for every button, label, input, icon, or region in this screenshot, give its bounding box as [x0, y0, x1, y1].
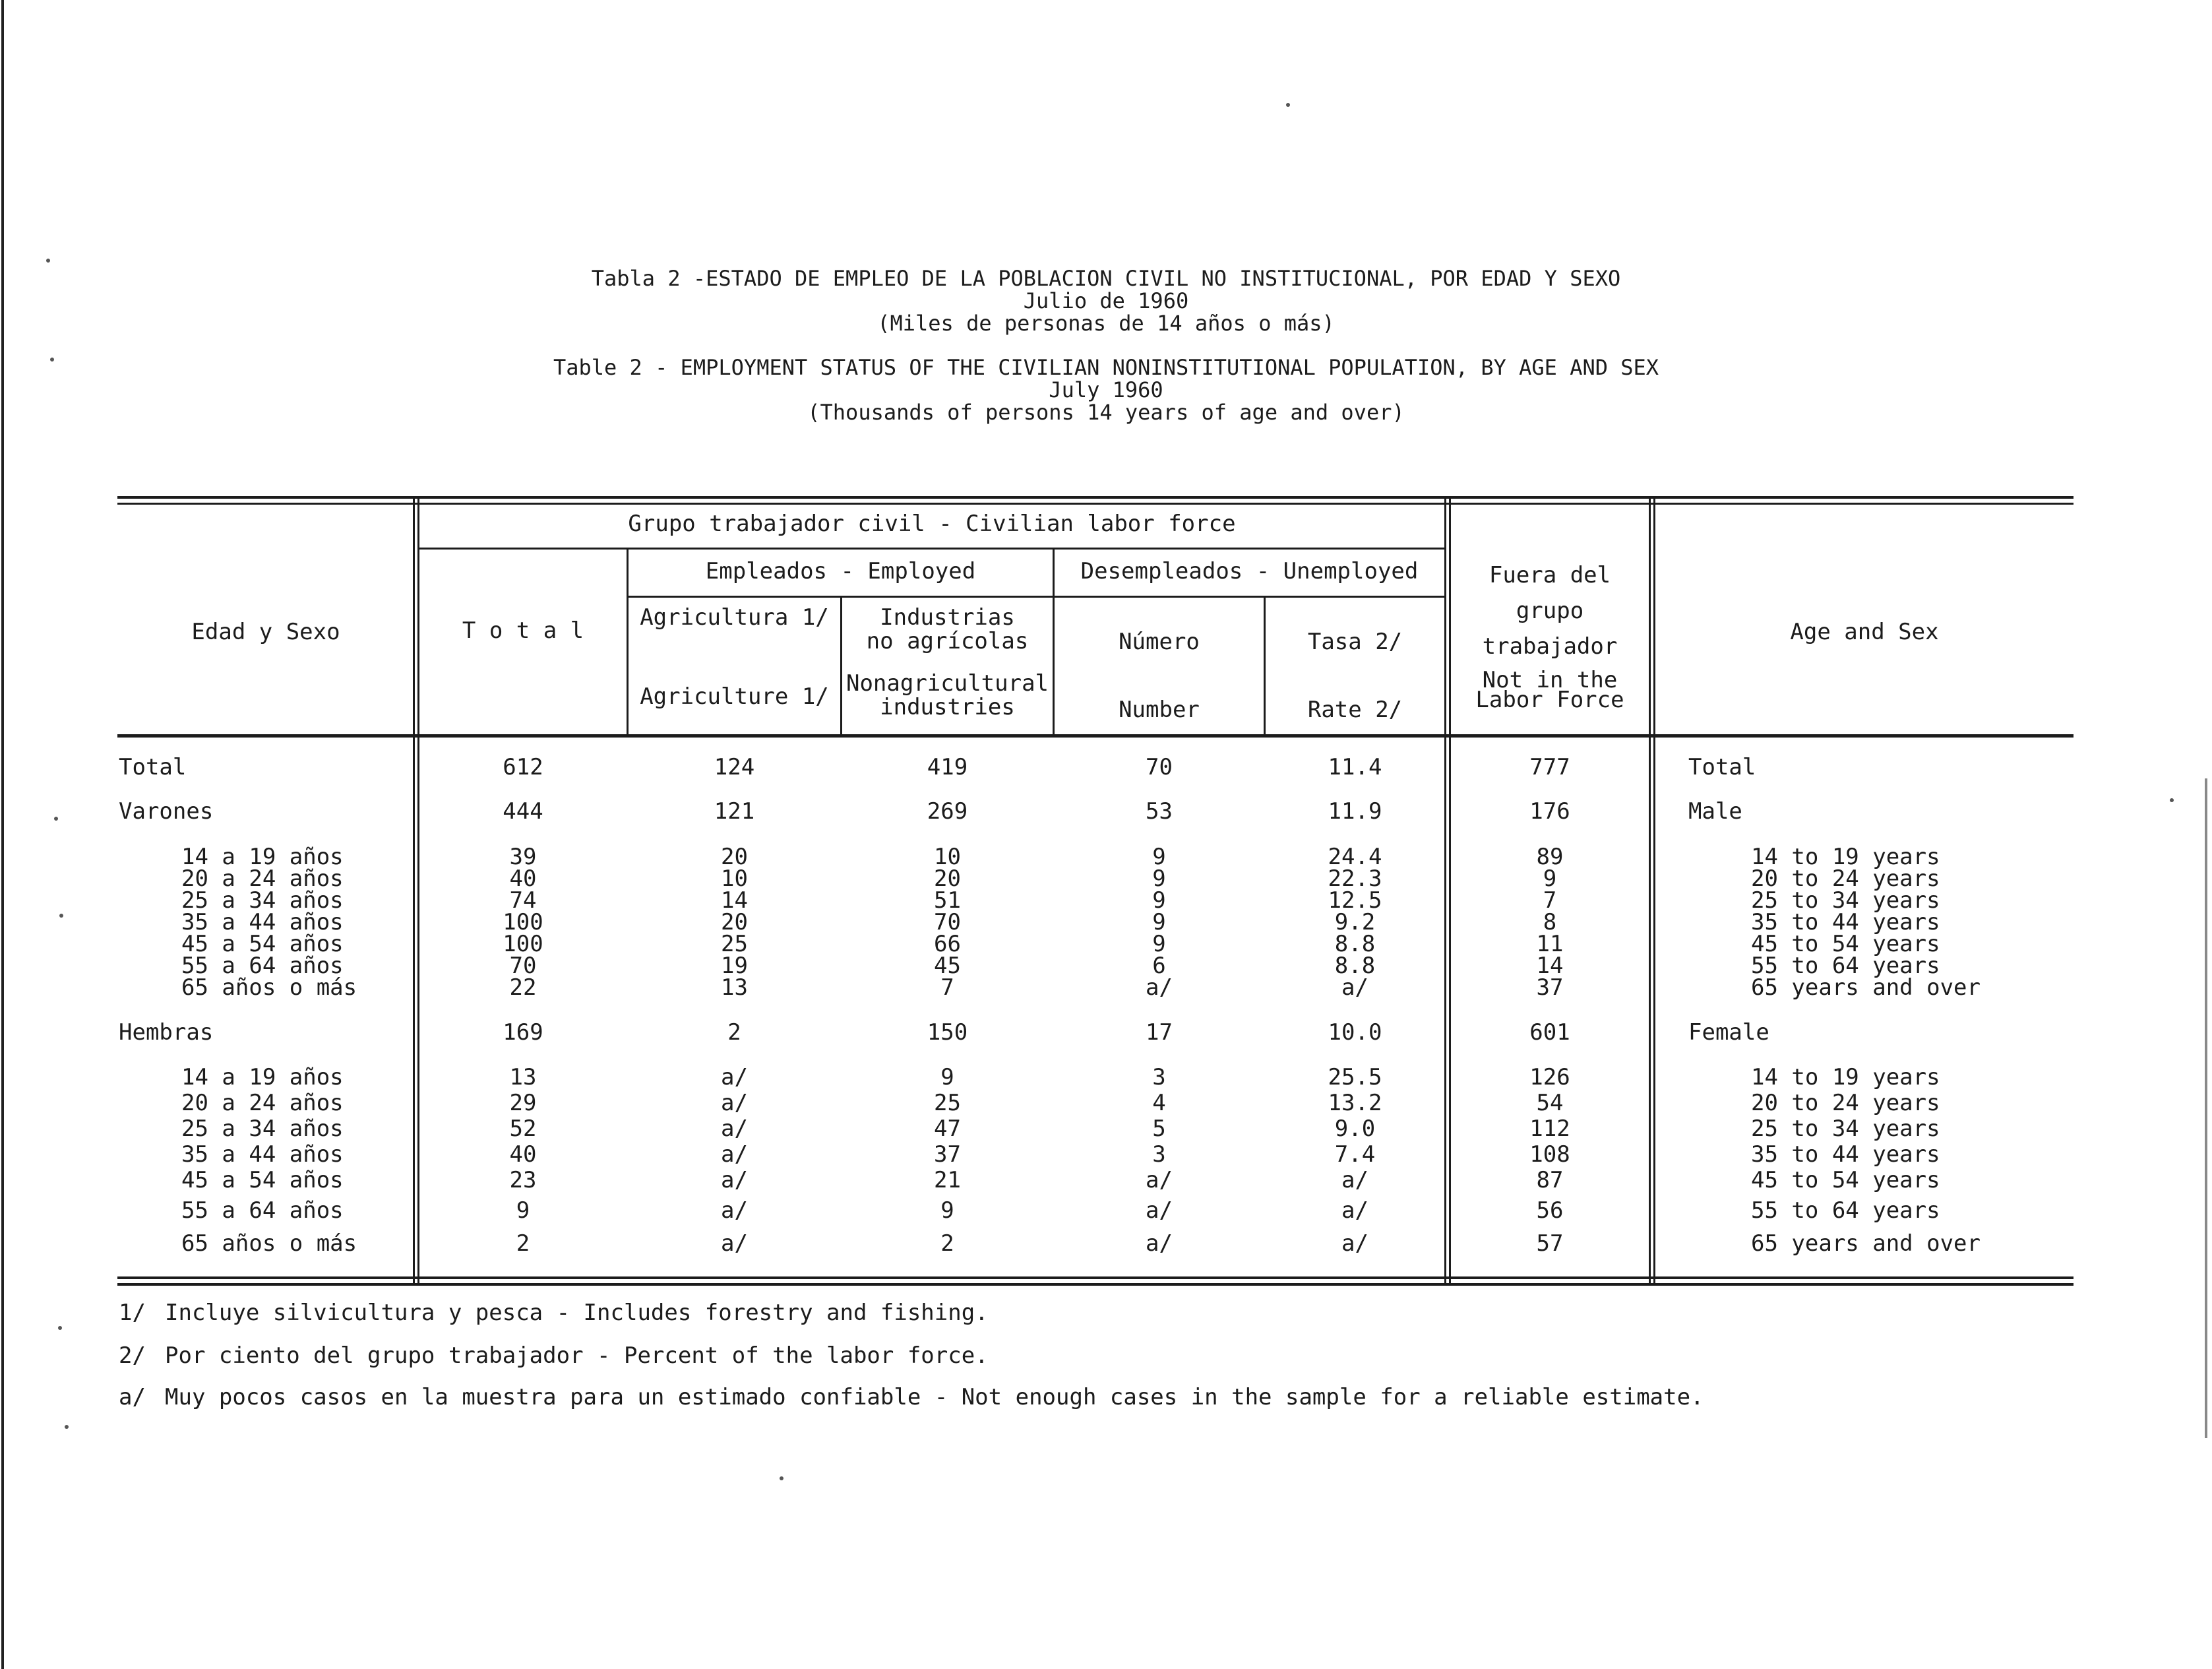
cell-unemployment-rate: 12.5	[1328, 887, 1382, 914]
cell-not-in-labor-force: 11	[1536, 931, 1564, 957]
table-top-rule-2	[117, 503, 2074, 505]
cell-agriculture: a/	[721, 1090, 748, 1116]
cell-not-in-labor-force: 176	[1529, 798, 1570, 825]
cell-total: 13	[509, 1064, 537, 1090]
cell-total: 169	[503, 1019, 543, 1046]
header-bottom-rule	[117, 734, 2074, 738]
cell-agriculture: 121	[714, 798, 755, 825]
cell-not-in-labor-force: 7	[1543, 887, 1557, 914]
cell-nonagricultural: 9	[940, 1064, 954, 1090]
cell-nonagricultural: 419	[927, 754, 968, 780]
cell-not-in-labor-force: 108	[1529, 1141, 1570, 1168]
cell-not-in-labor-force: 37	[1536, 974, 1564, 1001]
header-fuera: Fuera del grupo trabajador	[1482, 562, 1618, 660]
row-label-es: 25 a 34 años	[181, 1116, 344, 1142]
cell-unemployment-rate: 25.5	[1328, 1064, 1382, 1090]
row-label-en: Female	[1688, 1019, 1769, 1046]
cell-unemployment-rate: 24.4	[1328, 844, 1382, 870]
cell-agriculture: 124	[714, 754, 755, 780]
cell-nonagricultural: 150	[927, 1019, 968, 1046]
row-label-en: Total	[1688, 754, 1756, 780]
cell-total: 74	[509, 887, 537, 914]
row-label-en: 65 years and over	[1751, 974, 1981, 1001]
cell-unemployment-rate: a/	[1341, 974, 1368, 1001]
row-label-es: Total	[119, 754, 187, 780]
cell-nonagricultural: 51	[934, 887, 961, 914]
cell-not-in-labor-force: 8	[1543, 909, 1557, 935]
cell-unemployment-rate: 11.4	[1328, 754, 1382, 780]
row-label-en: 20 to 24 years	[1751, 1090, 1940, 1116]
title-en-line2: July 1960	[1049, 377, 1163, 402]
row-label-es: 45 a 54 años	[181, 1167, 344, 1193]
cell-agriculture: a/	[721, 1064, 748, 1090]
cell-unemployment-rate: 11.9	[1328, 798, 1382, 825]
cell-unemployment-rate: 13.2	[1328, 1090, 1382, 1116]
footnote-text: Por ciento del grupo trabajador - Percent of the labor force.	[165, 1342, 989, 1369]
cell-not-in-labor-force: 57	[1536, 1230, 1564, 1257]
row-label-en: 45 to 54 years	[1751, 931, 1940, 957]
row-label-es: 20 a 24 años	[181, 866, 344, 892]
cell-unemployed-number: 3	[1152, 1064, 1166, 1090]
cell-not-in-labor-force: 112	[1529, 1116, 1570, 1142]
cell-total: 23	[509, 1167, 537, 1193]
cell-nonagricultural: 37	[934, 1141, 961, 1168]
cell-total: 40	[509, 1141, 537, 1168]
cell-agriculture: a/	[721, 1141, 748, 1168]
header-agri-en: Agriculture 1/	[640, 683, 829, 710]
table-top-rule	[117, 496, 2074, 499]
scan-speck	[1286, 103, 1290, 107]
cell-agriculture: a/	[721, 1167, 748, 1193]
title-en-line3: (Thousands of persons 14 years of age and over)	[807, 400, 1405, 425]
cell-nonagricultural: 269	[927, 798, 968, 825]
cell-agriculture: a/	[721, 1197, 748, 1224]
cell-unemployment-rate: 9.0	[1334, 1116, 1376, 1142]
cell-agriculture: 13	[721, 974, 748, 1001]
cell-agriculture: 14	[721, 887, 748, 914]
cell-nonagricultural: 9	[940, 1197, 954, 1224]
header-not-in: Not in the Labor Force	[1475, 667, 1624, 713]
title-en-line1: Table 2 - EMPLOYMENT STATUS OF THE CIVILIAN NONINSTITUTIONAL POPULATION, BY AGE AND SEX	[553, 355, 1659, 380]
row-label-es: 55 a 64 años	[181, 953, 344, 979]
cell-not-in-labor-force: 777	[1529, 754, 1570, 780]
cell-total: 444	[503, 798, 543, 825]
cell-unemployment-rate: 8.8	[1334, 931, 1376, 957]
cell-unemployed-number: 53	[1146, 798, 1173, 825]
cell-total: 612	[503, 754, 543, 780]
scan-speck	[2170, 798, 2174, 802]
cell-nonagricultural: 47	[934, 1116, 961, 1142]
cell-agriculture: 25	[721, 931, 748, 957]
cell-nonagricultural: 21	[934, 1167, 961, 1193]
footnote-text: Muy pocos casos en la muestra para un estimado confiable - Not enough cases in the sample for a reliable estimate.	[165, 1384, 1704, 1410]
cell-total: 70	[509, 953, 537, 979]
scan-speck	[46, 259, 50, 263]
header-rate: Rate 2/	[1307, 697, 1403, 723]
cell-unemployed-number: 9	[1152, 931, 1166, 957]
cell-total: 100	[503, 909, 543, 935]
header-nonagri-en: Nonagricultural industries	[845, 670, 1049, 720]
cell-unemployed-number: 9	[1152, 844, 1166, 870]
cell-not-in-labor-force: 126	[1529, 1064, 1570, 1090]
row-label-en: 14 to 19 years	[1751, 844, 1940, 870]
col-divider-rate	[1444, 496, 1451, 1286]
title-es-line1: Tabla 2 -ESTADO DE EMPLEO DE LA POBLACION CIVIL NO INSTITUCIONAL, POR EDAD Y SEXO	[591, 266, 1621, 291]
cell-nonagricultural: 20	[934, 866, 961, 892]
row-label-en: 14 to 19 years	[1751, 1064, 1940, 1090]
col-divider-nilf	[1649, 496, 1655, 1286]
header-tasa: Tasa 2/	[1307, 629, 1403, 655]
page-edge-right	[2205, 778, 2207, 1438]
row-label-es: 35 a 44 años	[181, 1141, 344, 1168]
row-label-en: 45 to 54 years	[1751, 1167, 1940, 1193]
row-label-en: 65 years and over	[1751, 1230, 1981, 1257]
cell-agriculture: 20	[721, 844, 748, 870]
title-english	[0, 356, 2212, 424]
cell-total: 22	[509, 974, 537, 1001]
labor-force-rule	[419, 548, 1444, 550]
cell-agriculture: 20	[721, 909, 748, 935]
cell-nonagricultural: 10	[934, 844, 961, 870]
cell-agriculture: a/	[721, 1230, 748, 1257]
cell-total: 29	[509, 1090, 537, 1116]
cell-total: 40	[509, 866, 537, 892]
footnote-mark: 1/	[119, 1300, 146, 1326]
header-total: T o t a l	[462, 617, 584, 644]
scan-speck	[50, 358, 54, 362]
row-label-en: 20 to 24 years	[1751, 866, 1940, 892]
cell-unemployed-number: 5	[1152, 1116, 1166, 1142]
cell-unemployed-number: 6	[1152, 953, 1166, 979]
cell-agriculture: 10	[721, 866, 748, 892]
scan-speck	[59, 914, 63, 918]
cell-unemployed-number: 9	[1152, 887, 1166, 914]
cell-unemployment-rate: a/	[1341, 1230, 1368, 1257]
cell-not-in-labor-force: 56	[1536, 1197, 1564, 1224]
cell-not-in-labor-force: 54	[1536, 1090, 1564, 1116]
cell-nonagricultural: 25	[934, 1090, 961, 1116]
footnote-text: Incluye silvicultura y pesca - Includes forestry and fishing.	[165, 1300, 989, 1326]
cell-unemployment-rate: 7.4	[1334, 1141, 1376, 1168]
header-employed: Empleados - Employed	[705, 558, 976, 584]
header-age-sex: Age and Sex	[1790, 619, 1939, 645]
row-label-es: 45 a 54 años	[181, 931, 344, 957]
cell-not-in-labor-force: 89	[1536, 844, 1564, 870]
cell-not-in-labor-force: 14	[1536, 953, 1564, 979]
header-unemployed: Desempleados - Unemployed	[1080, 558, 1419, 584]
cell-unemployment-rate: 8.8	[1334, 953, 1376, 979]
scan-speck	[54, 817, 58, 821]
row-label-es: Varones	[119, 798, 214, 825]
cell-total: 52	[509, 1116, 537, 1142]
row-label-es: 14 a 19 años	[181, 844, 344, 870]
row-label-en: 55 to 64 years	[1751, 1197, 1940, 1224]
cell-total: 9	[516, 1197, 530, 1224]
cell-unemployed-number: a/	[1146, 1197, 1173, 1224]
row-label-es: 65 años o más	[181, 1230, 357, 1257]
row-label-es: 55 a 64 años	[181, 1197, 344, 1224]
cell-unemployment-rate: 22.3	[1328, 866, 1382, 892]
employed-rule	[627, 596, 1444, 598]
row-label-en: 35 to 44 years	[1751, 909, 1940, 935]
row-label-es: 35 a 44 años	[181, 909, 344, 935]
header-numero: Número	[1119, 629, 1200, 655]
page-edge-left	[1, 0, 4, 1669]
footnote	[119, 1300, 989, 1326]
cell-nonagricultural: 45	[934, 953, 961, 979]
footnote-mark: a/	[119, 1384, 146, 1410]
row-label-en: 35 to 44 years	[1751, 1141, 1940, 1168]
cell-unemployed-number: 9	[1152, 866, 1166, 892]
cell-unemployment-rate: 10.0	[1328, 1019, 1382, 1046]
header-labor-force: Grupo trabajador civil - Civilian labor force	[628, 511, 1236, 537]
scan-speck	[65, 1425, 69, 1429]
cell-unemployment-rate: a/	[1341, 1197, 1368, 1224]
footnote	[119, 1384, 1704, 1410]
cell-nonagricultural: 66	[934, 931, 961, 957]
cell-agriculture: 2	[727, 1019, 741, 1046]
cell-unemployed-number: 9	[1152, 909, 1166, 935]
cell-unemployed-number: a/	[1146, 1167, 1173, 1193]
row-label-es: 65 años o más	[181, 974, 357, 1001]
cell-agriculture: a/	[721, 1116, 748, 1142]
cell-unemployment-rate: 9.2	[1334, 909, 1376, 935]
cell-unemployed-number: 4	[1152, 1090, 1166, 1116]
row-label-en: 25 to 34 years	[1751, 1116, 1940, 1142]
cell-total: 39	[509, 844, 537, 870]
scan-speck	[58, 1326, 62, 1330]
header-edad-sexo: Edad y Sexo	[191, 619, 340, 645]
header-number: Number	[1119, 697, 1200, 723]
row-label-es: 25 a 34 años	[181, 887, 344, 914]
header-nonagri-es: Industrias no agrícolas	[866, 604, 1029, 654]
row-label-en: 55 to 64 years	[1751, 953, 1940, 979]
cell-unemployed-number: 17	[1146, 1019, 1173, 1046]
cell-unemployed-number: 70	[1146, 754, 1173, 780]
table-bottom-rule	[117, 1276, 2074, 1279]
row-label-es: 14 a 19 años	[181, 1064, 344, 1090]
cell-not-in-labor-force: 87	[1536, 1167, 1564, 1193]
title-es-line2: Julio de 1960	[1023, 288, 1189, 313]
cell-not-in-labor-force: 9	[1543, 866, 1557, 892]
cell-nonagricultural: 2	[940, 1230, 954, 1257]
cell-agriculture: 19	[721, 953, 748, 979]
title-es-line3: (Miles de personas de 14 años o más)	[877, 311, 1335, 336]
footnote-mark: 2/	[119, 1342, 146, 1369]
scan-speck	[780, 1476, 783, 1480]
title-spanish	[0, 267, 2212, 334]
table-bottom-rule-2	[117, 1283, 2074, 1286]
row-label-en: 25 to 34 years	[1751, 887, 1940, 914]
row-label-es: 20 a 24 años	[181, 1090, 344, 1116]
cell-not-in-labor-force: 601	[1529, 1019, 1570, 1046]
cell-unemployed-number: a/	[1146, 974, 1173, 1001]
row-label-en: Male	[1688, 798, 1742, 825]
cell-total: 2	[516, 1230, 530, 1257]
cell-unemployment-rate: a/	[1341, 1167, 1368, 1193]
cell-nonagricultural: 70	[934, 909, 961, 935]
footnote	[119, 1342, 989, 1369]
header-agri-es: Agricultura 1/	[640, 604, 829, 631]
cell-total: 100	[503, 931, 543, 957]
row-label-es: Hembras	[119, 1019, 214, 1046]
cell-unemployed-number: a/	[1146, 1230, 1173, 1257]
cell-unemployed-number: 3	[1152, 1141, 1166, 1168]
col-divider-label	[413, 496, 419, 1286]
cell-nonagricultural: 7	[940, 974, 954, 1001]
